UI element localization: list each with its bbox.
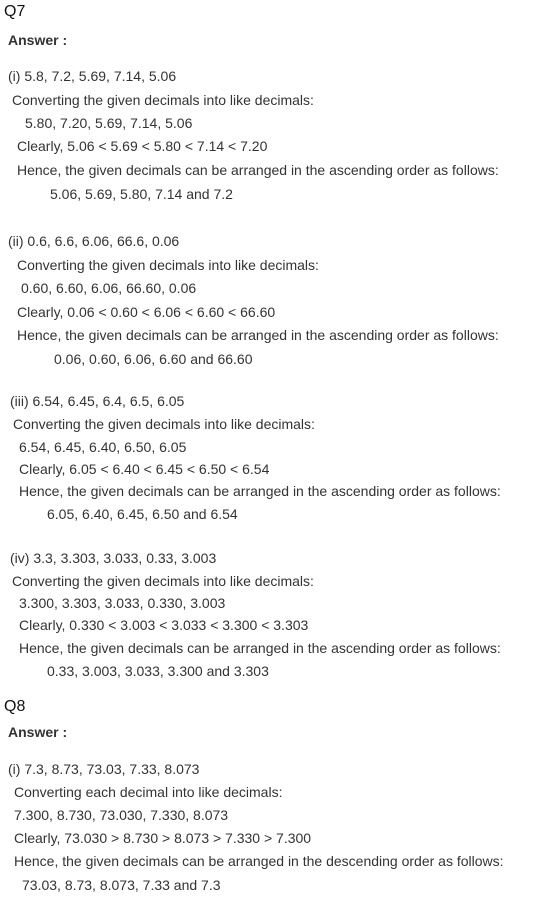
ordered-result: 73.03, 8.73, 8.073, 7.33 and 7.3	[22, 877, 221, 893]
like-decimals: 0.60, 6.60, 6.06, 66.60, 0.06	[21, 280, 197, 296]
comparison: Clearly, 6.05 < 6.40 < 6.45 < 6.50 < 6.54	[19, 461, 270, 477]
like-decimals: 6.54, 6.45, 6.40, 6.50, 6.05	[19, 439, 187, 455]
comparison: Clearly, 0.330 < 3.003 < 3.033 < 3.300 < 3.303	[19, 617, 309, 633]
part-heading: (iv) 3.3, 3.303, 3.033, 0.33, 3.003	[10, 550, 217, 566]
convert-text: Converting the given decimals into like decimals:	[13, 416, 315, 432]
ordered-result: 6.05, 6.40, 6.45, 6.50 and 6.54	[47, 506, 238, 522]
convert-text: Converting each decimal into like decimals:	[14, 784, 283, 800]
comparison: Clearly, 73.030 > 8.730 > 8.073 > 7.330 > 7.300	[14, 830, 312, 846]
like-decimals: 5.80, 7.20, 5.69, 7.14, 5.06	[25, 115, 193, 131]
question-label-q8: Q8	[4, 698, 26, 715]
question-label-q7: Q7	[4, 3, 26, 20]
part-heading: (ii) 0.6, 6.6, 6.06, 66.6, 0.06	[8, 233, 180, 249]
ordered-result: 5.06, 5.69, 5.80, 7.14 and 7.2	[50, 186, 233, 202]
part-heading: (iii) 6.54, 6.45, 6.4, 6.5, 6.05	[10, 393, 185, 409]
hence-text: Hence, the given decimals can be arranged in the ascending order as follows:	[19, 640, 501, 656]
convert-text: Converting the given decimals into like decimals:	[12, 573, 314, 589]
part-heading: (i) 5.8, 7.2, 5.69, 7.14, 5.06	[8, 68, 177, 84]
comparison: Clearly, 0.06 < 0.60 < 6.06 < 6.60 < 66.60	[17, 304, 276, 320]
comparison: Clearly, 5.06 < 5.69 < 5.80 < 7.14 < 7.20	[17, 138, 268, 154]
part-heading: (i) 7.3, 8.73, 73.03, 7.33, 8.073	[8, 761, 200, 777]
convert-text: Converting the given decimals into like decimals:	[12, 92, 314, 108]
answer-label-q7: Answer :	[8, 32, 68, 48]
like-decimals: 3.300, 3.303, 3.033, 0.330, 3.003	[19, 595, 226, 611]
answer-label-q8: Answer :	[8, 724, 68, 740]
ordered-result: 0.33, 3.003, 3.033, 3.300 and 3.303	[47, 663, 269, 679]
hence-text: Hence, the given decimals can be arranged in the ascending order as follows:	[17, 327, 499, 343]
hence-text: Hence, the given decimals can be arranged in the ascending order as follows:	[17, 162, 499, 178]
convert-text: Converting the given decimals into like decimals:	[17, 257, 319, 273]
hence-text: Hence, the given decimals can be arranged in the descending order as follows:	[14, 853, 504, 869]
ordered-result: 0.06, 0.60, 6.06, 6.60 and 66.60	[54, 351, 253, 367]
hence-text: Hence, the given decimals can be arranged in the ascending order as follows:	[19, 483, 501, 499]
like-decimals: 7.300, 8.730, 73.030, 7.330, 8.073	[14, 807, 229, 823]
